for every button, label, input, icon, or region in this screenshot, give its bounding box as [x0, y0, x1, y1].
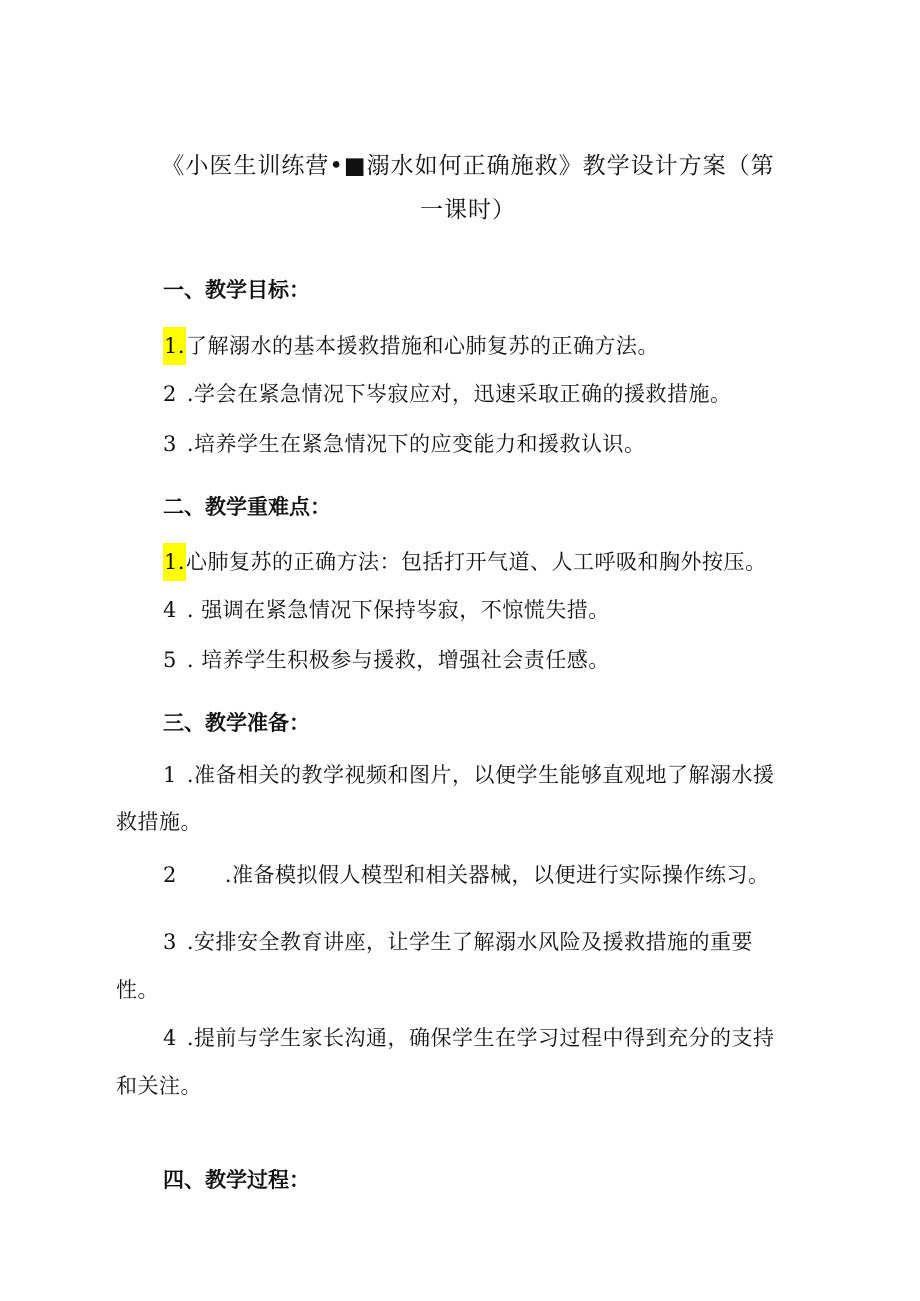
objective-item-1: [163, 327, 659, 365]
item-number: 4: [163, 1026, 177, 1050]
section-heading-key-points: 二、教学重难点：: [163, 495, 331, 519]
item-number: 1: [163, 763, 177, 787]
preparation-item-4: [163, 1023, 775, 1053]
item-number: 2: [163, 863, 177, 887]
section-heading-preparation: 三、教学准备：: [163, 711, 310, 735]
key-point-item-3: [163, 645, 610, 675]
item-text: .安排安全教育讲座，让学生了解溺水风险及援救措施的重要: [186, 930, 754, 954]
item-number: 1.: [163, 327, 186, 365]
preparation-item-1: [163, 760, 775, 790]
item-number: 4: [163, 598, 177, 622]
item-number: 2: [163, 382, 177, 406]
item-text: 了解溺水的基本援救措施和心肺复苏的正确方法。: [186, 334, 660, 358]
document-title-line-2: 一课时）: [420, 197, 516, 223]
key-point-item-1: [163, 543, 767, 581]
item-text: .准备模拟假人模型和相关器械，以便进行实际操作练习。: [224, 863, 770, 887]
item-text: . 强调在紧急情况下保持岑寂，不惊慌失措。: [186, 598, 610, 622]
item-text: .学会在紧急情况下岑寂应对，迅速采取正确的援救措施。: [186, 382, 732, 406]
item-text: 心肺复苏的正确方法：包括打开气道、人工呼吸和胸外按压。: [186, 550, 767, 574]
item-number: 1.: [163, 543, 186, 581]
objective-item-2: [163, 379, 732, 409]
section-heading-process: 四、教学过程：: [163, 1168, 310, 1192]
item-text: .培养学生在紧急情况下的应变能力和援救认识。: [186, 432, 646, 456]
preparation-item-1-continued: 救措施。: [116, 810, 202, 834]
item-text: .提前与学生家长沟通，确保学生在学习过程中得到充分的支持: [186, 1026, 775, 1050]
item-text: . 培养学生积极参与援救，增强社会责任感。: [186, 648, 610, 672]
preparation-item-3-continued: 性。: [116, 978, 159, 1002]
preparation-item-3: [163, 927, 753, 957]
objective-item-3: [163, 429, 646, 459]
key-point-item-2: [163, 595, 610, 625]
section-heading-objectives: 一、教学目标：: [163, 278, 310, 302]
item-number: 3: [163, 930, 177, 954]
item-number: 3: [163, 432, 177, 456]
preparation-item-4-continued: 和关注。: [116, 1074, 202, 1098]
item-number: 5: [163, 648, 177, 672]
item-text: .准备相关的教学视频和图片，以便学生能够直观地了解溺水援: [186, 763, 775, 787]
preparation-item-2: [163, 860, 770, 890]
document-title-line-1: 《小医生训练营•■溺水如何正确施救》教学设计方案（第: [161, 153, 775, 179]
